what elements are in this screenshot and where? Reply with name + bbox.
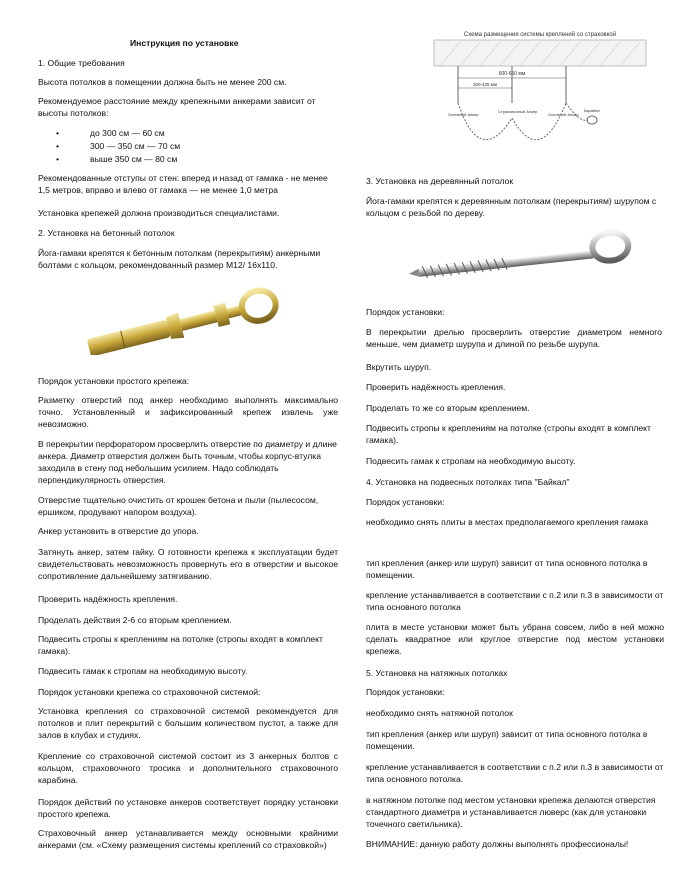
label-main-anchor-left: Основной Анкер [448, 112, 479, 117]
paragraph: крепление устанавливается в соответствии с п.2 или п.3 в зависимости от типа основного потолка. [366, 762, 664, 784]
bullet-list [56, 127, 180, 166]
dimension-inner: 300-325 мм [473, 82, 497, 87]
paragraph: Подвесить гамак к стропам на необходимую высоту. [366, 456, 576, 466]
list-item: • выше 350 см — 80 см [56, 153, 180, 166]
paragraph: Подвесить гамак к стропам на необходимую высоту. [38, 666, 248, 676]
paragraph: Вкрутить шуруп. [366, 362, 432, 372]
paragraph: необходимо снять натяжной потолок [366, 708, 513, 718]
paragraph: Затянуть анкер, затем гайку. О готовности крепежа к эксплуатации будет свидетельствовать невозможность провернуть его в отверстии и высокое сопротивление дальнейшему затягиванию. [38, 547, 338, 581]
diagram-title: Схема размещения системы креплений со страховкой [463, 32, 617, 38]
paragraph: Отверстие тщательно очистить от крошек бетона и пыли (пылесосом, ершиком, продувают напором воздуха). [38, 495, 319, 517]
paragraph: В перекрытии перфоратором просверлить отверстие по диаметру и длине анкера. Диаметр отверстия должен быть точным, чтобы корпус-втулка заходила в стену под небольшим усилием. Надо соблюдать перпендикулярность отверстия. [38, 439, 337, 485]
paragraph: плита в месте установки может быть убрана совсем, либо в ней можно сделать квадратное или круглое отверстие под местом установки крепежа. [366, 622, 664, 656]
paragraph: крепление устанавливается в соответствии с п.2 или п.3 в зависимости от типа основного потолка [366, 590, 664, 612]
paragraph: Страховочный анкер устанавливается между основными крайними анкерами (см. «Схему размещения системы креплений со страховкой») [38, 828, 338, 850]
section-5-heading: 5. Установка на натяжных потолках [366, 668, 508, 678]
section-2-heading: 2. Установка на бетонный потолок [38, 228, 175, 238]
mounting-scheme-diagram [430, 28, 650, 178]
subheading: Порядок установки простого крепежа: [38, 376, 190, 386]
document-title: Инструкция по установке [130, 38, 239, 48]
warning-note: ВНИМАНИЕ: данную работу должны выполнять профессионалы! [366, 839, 629, 849]
paragraph: Разметку отверстий под анкер необходимо выполнять максимально точно. Установленный и зафиксированный крепеж извлечь уже невозможно. [38, 395, 338, 429]
paragraph: Рекомендованные отступы от стен: вперед и назад от гамака - не менее 1,5 метров, вправо и влево от гамака — не менее 1,0 метра [38, 173, 328, 195]
label-safety-anchor: Страховочный Анкер [498, 109, 538, 114]
paragraph: Подвесить стропы к креплениям на потолке (стропы входят в комплект гамака). [366, 423, 651, 445]
anchor-bolt-image [80, 285, 290, 355]
list-item: • до 300 см — 60 см [56, 127, 180, 140]
paragraph: Рекомендуемое расстояние между крепежными анкерами зависит от высоты потолков: [38, 96, 316, 118]
paragraph: Установка крепежей должна производиться специалистами. [38, 208, 280, 218]
list-item: • 300 — 350 см — 70 см [56, 140, 180, 153]
paragraph: Установка крепления со страховочной системой рекомендуется для потолков и плит перекрытий с большим количеством пустот, а также для залов в клубах и студиях. [38, 706, 338, 740]
paragraph: Йога-гамаки крепятся к деревянным потолкам (перекрытиям) шурупом с кольцом с резьбой по дереву. [366, 196, 657, 218]
subheading: Порядок установки: [366, 687, 445, 697]
paragraph: Анкер установить в отверстие до упора. [38, 526, 199, 536]
paragraph: Проделать то же со вторым креплением. [366, 403, 530, 413]
paragraph: Крепление со страховочной системой состоит из 3 анкерных болтов с кольцом, страховочного тросика и дополнительного страховочного карабина. [38, 751, 338, 785]
subheading: Порядок установки крепежа со страховочной системой: [38, 687, 261, 697]
paragraph: тип крепления (анкер или шуруп) зависит от типа основного потолка в помещении. [366, 729, 648, 751]
eye-screw-image [406, 228, 636, 288]
paragraph: необходимо снять плиты в местах предполагаемого крепления гамака [366, 517, 649, 527]
paragraph: Йога-гамаки крепятся к бетонным потолкам (перекрытиям) анкерными болтами с кольцом, рекомендованный размер М12/ 16х110. [38, 248, 321, 270]
paragraph: Подвесить стропы к креплениям на потолке (стропы входят в комплект гамака). [38, 634, 323, 656]
paragraph: В перекрытии дрелью просверлить отверстие диаметром немного меньше, чем диаметр шурупа и длиной по резьбе шурупа. [366, 327, 662, 349]
paragraph: Порядок действий по установке анкеров соответствует порядку установки простого крепежа. [38, 797, 338, 819]
label-carabiner: Карабин [584, 108, 600, 113]
paragraph: тип крепления (анкер или шуруп) зависит от типа основного потолка в помещении. [366, 558, 648, 580]
subheading: Порядок установки: [366, 497, 445, 507]
subheading: Порядок установки: [366, 307, 445, 317]
paragraph: Высота потолков в помещении должна быть не менее 200 см. [38, 77, 287, 87]
label-main-anchor-right: Основной Анкер [548, 112, 579, 117]
section-1-heading: 1. Общие требования [38, 58, 125, 68]
paragraph: Проверить надёжность крепления. [38, 594, 178, 604]
paragraph: Проверить надёжность крепления. [366, 382, 506, 392]
paragraph: Проделать действия 2-6 со вторым креплением. [38, 615, 232, 625]
dimension-outer: 600-650 мм [498, 71, 526, 77]
section-3-heading: 3. Установка на деревянный потолок [366, 176, 514, 186]
paragraph: в натяжном потолке под местом установки крепежа делаются отверстия стандартного диаметра и устанавливается люверс (как для установки точечного светильника). [366, 795, 656, 829]
section-4-heading: 4. Установка на подвесных потолках типа "Байкал" [366, 477, 570, 487]
